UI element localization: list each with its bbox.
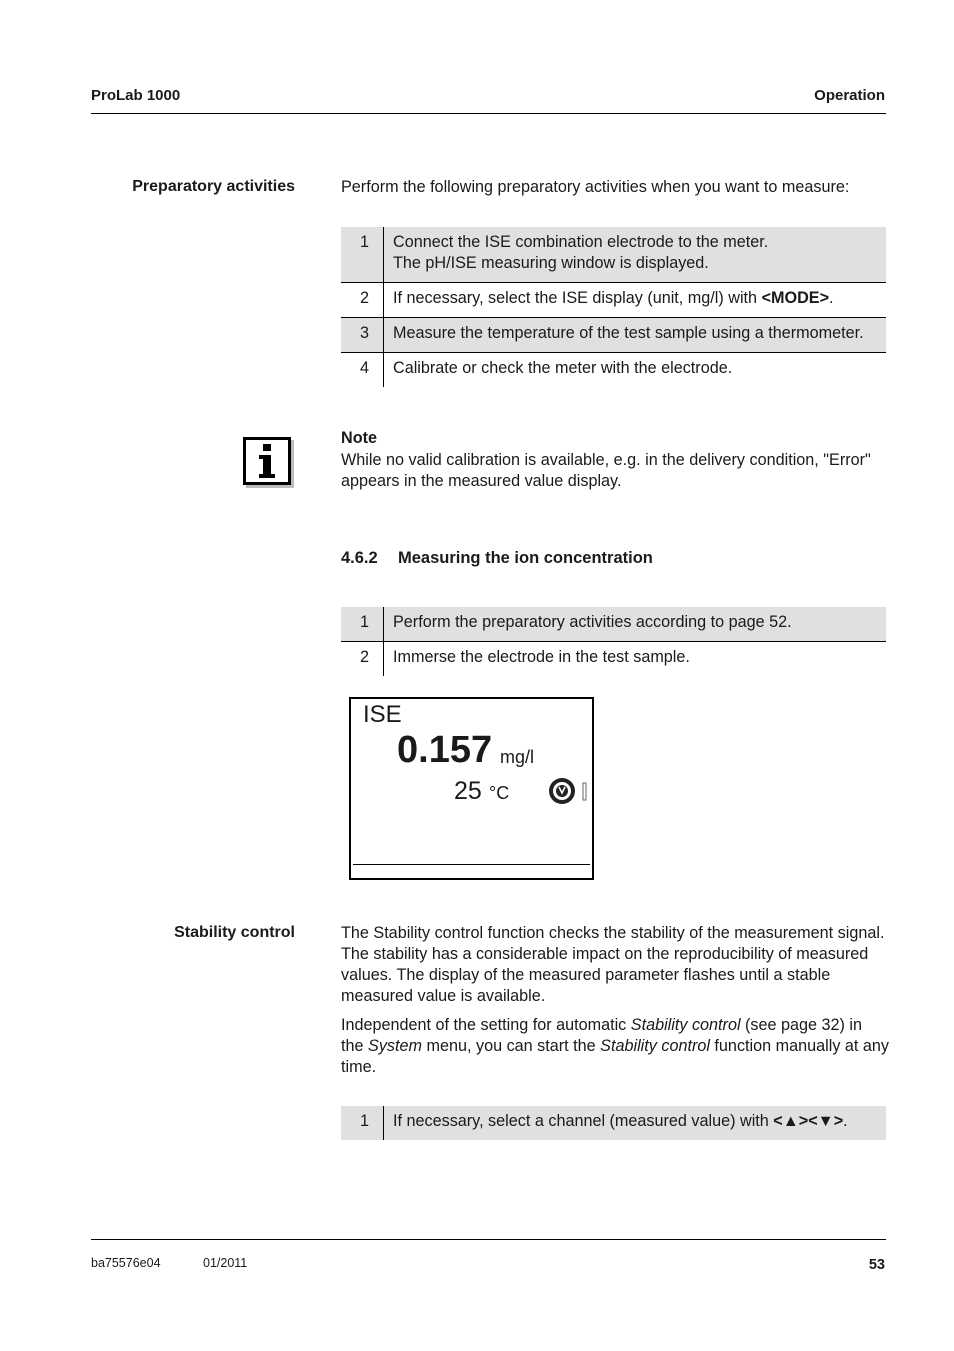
stability-heading: Stability control: [174, 924, 295, 941]
stability-paragraph: The Stability control function checks the stability of the measurement signal. The stability has a considerable impact on the reproducibility of measured values. The display of the measured parameter flashes until a stable measured value is available.: [341, 924, 885, 1005]
step-number: 3: [341, 318, 384, 352]
prep-intro: Perform the following preparatory activities when you want to measure:: [341, 178, 850, 196]
display-divider: [353, 864, 590, 865]
term: Stability control: [630, 1016, 741, 1034]
display-value: 0.157: [397, 729, 493, 771]
step-number: 2: [341, 642, 384, 676]
step-line: Connect the ISE combination electrode to the meter.: [393, 233, 769, 251]
meter-display: [349, 697, 594, 880]
step-row: [341, 352, 886, 387]
prep-steps: [341, 227, 886, 387]
step-text-part: If necessary, select the ISE display (unit, mg/l) with: [393, 289, 762, 307]
text-part: menu, you can start the: [422, 1037, 601, 1055]
mode-key: <MODE>: [761, 289, 830, 307]
step-text: Immerse the electrode in the test sample.: [393, 648, 690, 666]
step-text: [384, 1106, 886, 1140]
display-temperature: 25: [454, 777, 482, 805]
step-row: [341, 1106, 886, 1140]
note-text: While no valid calibration is available, e.g. in the delivery condition, "Error" appears in the measured value display.: [341, 451, 871, 490]
stability-steps: [341, 1106, 886, 1140]
footer-rule: [91, 1239, 886, 1240]
step-row: [341, 607, 886, 641]
section-number: 4.6.2: [341, 549, 378, 567]
step-line: The pH/ISE measuring window is displayed.: [393, 254, 709, 272]
header-rule: [91, 113, 886, 114]
section-title: Measuring the ion concentration: [398, 549, 653, 567]
step-text: Calibrate or check the meter with the electrode.: [393, 359, 733, 377]
note-title: Note: [341, 429, 377, 447]
term: System: [368, 1037, 422, 1055]
footer-date: 01/2011: [203, 1256, 248, 1270]
text-part: Independent of the setting for automatic: [341, 1016, 631, 1034]
step-number: 4: [341, 353, 384, 387]
step-number: 2: [341, 283, 384, 317]
header-chapter: Operation: [814, 87, 885, 104]
step-row: [341, 641, 886, 676]
header-product: ProLab 1000: [91, 87, 181, 104]
step-text: [384, 227, 886, 282]
text-part: function manually at any time.: [341, 1037, 890, 1076]
step-number: 1: [341, 227, 384, 282]
display-temperature-unit: °C: [489, 783, 510, 803]
stability-text: [341, 923, 889, 1086]
page-number: 53: [868, 1257, 885, 1273]
step-number: 1: [341, 607, 384, 641]
electrode-status-icon: [547, 777, 591, 812]
step-text-part: .: [843, 1112, 848, 1130]
text-part: (see page 32) in the: [341, 1016, 863, 1055]
step-text: [384, 283, 886, 317]
step-row: [341, 282, 886, 317]
stability-paragraph: [341, 1015, 889, 1078]
step-number: 1: [341, 1106, 384, 1140]
display-parameter: ISE: [363, 701, 402, 728]
arrow-keys: <▲><▼>: [773, 1112, 844, 1130]
display-unit: mg/l: [500, 747, 535, 767]
measure-steps: [341, 607, 886, 676]
step-text-part: .: [829, 289, 834, 307]
step-row: [341, 317, 886, 352]
info-icon: [243, 437, 291, 485]
step-text-part: If necessary, select a channel (measured value) with: [393, 1112, 774, 1130]
step-text: Measure the temperature of the test sample using a thermometer.: [393, 324, 864, 342]
step-row: [341, 227, 886, 282]
footer-doc-number: ba75576e04: [91, 1256, 161, 1270]
term: Stability control: [600, 1037, 710, 1055]
step-text: Perform the preparatory activities according to page 52.: [393, 613, 792, 631]
prep-heading: Preparatory activities: [132, 178, 295, 195]
